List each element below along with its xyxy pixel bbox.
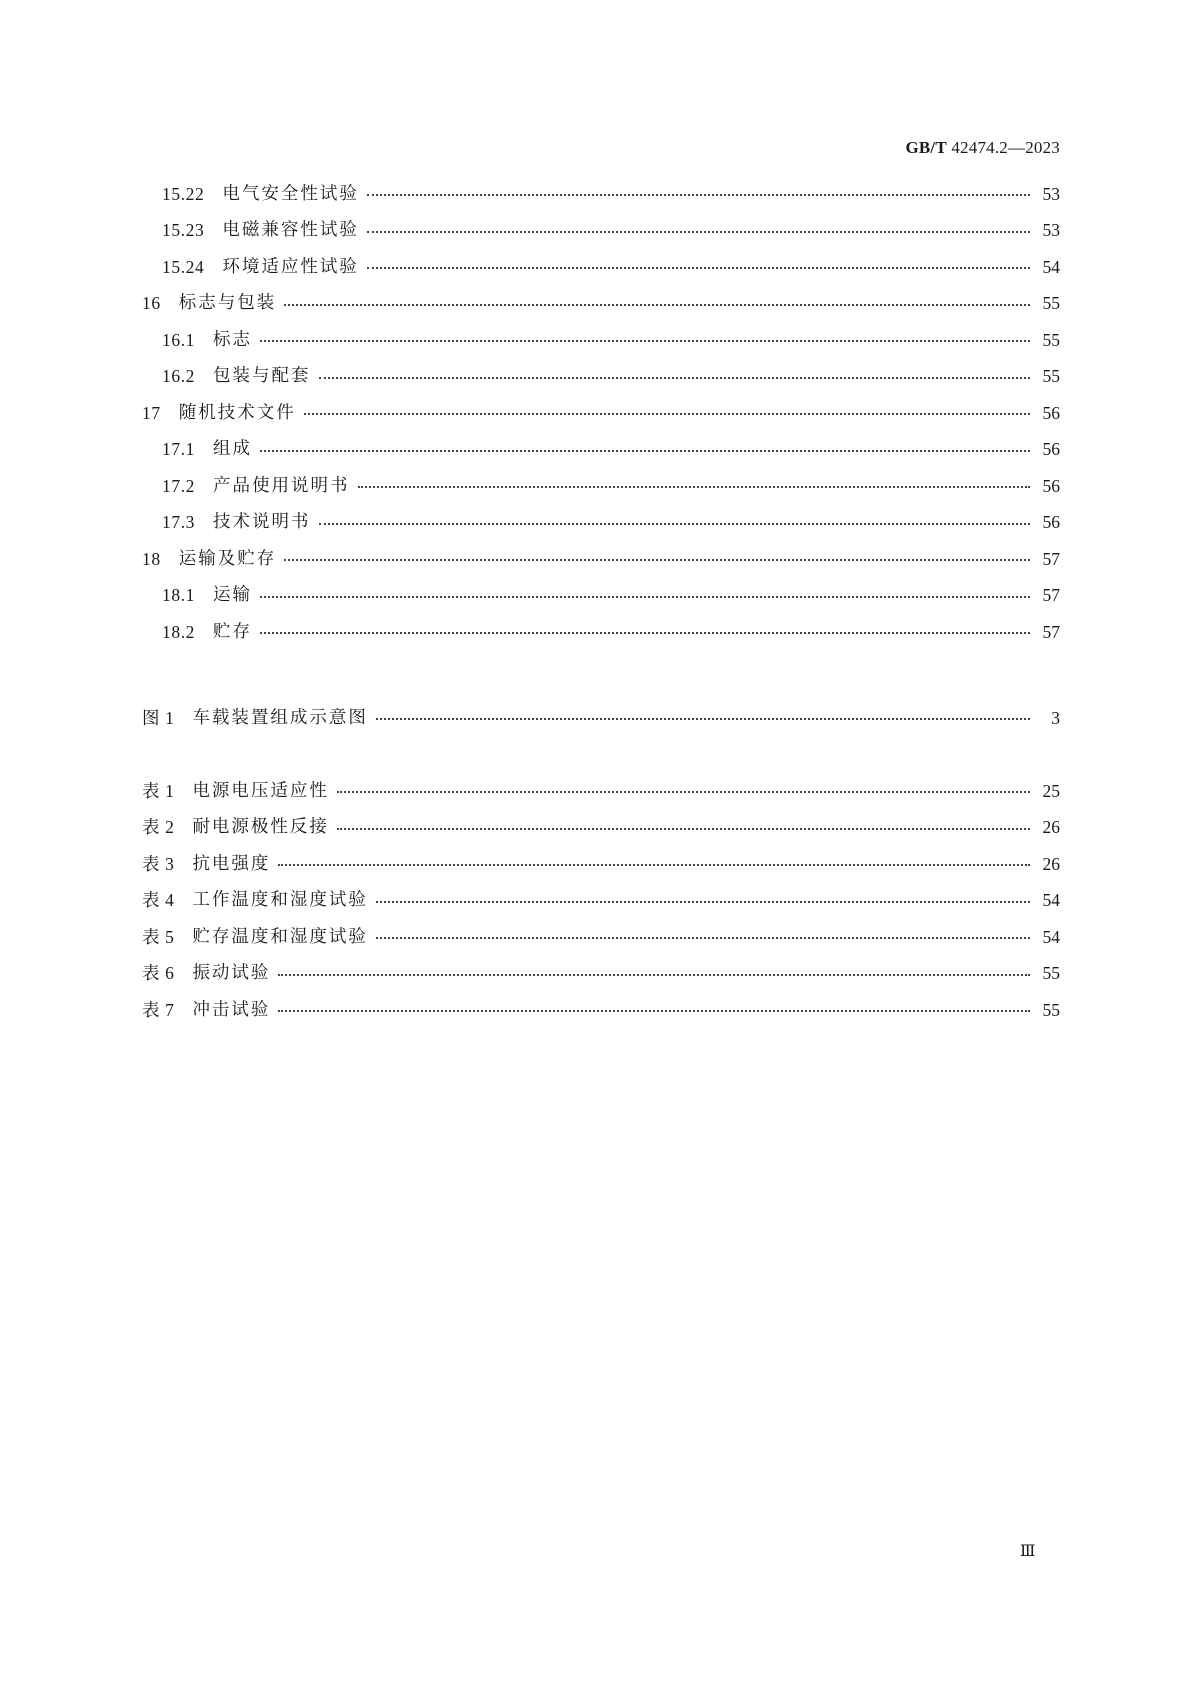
toc-table-number: 表 7 bbox=[142, 999, 175, 1020]
toc-entry-page: 55 bbox=[1042, 366, 1060, 386]
document-prefix: GB/T bbox=[905, 138, 947, 157]
toc-entry-title: 环境适应性试验 bbox=[222, 256, 359, 277]
toc-entry-number: 15.22 bbox=[162, 183, 205, 204]
toc-table-page: 26 bbox=[1042, 853, 1060, 874]
toc-leader-dots bbox=[367, 184, 1030, 204]
toc-entry-page: 57 bbox=[1042, 621, 1060, 642]
toc-table-title: 耐电源极性反接 bbox=[192, 817, 329, 837]
toc-table-number: 表 1 bbox=[142, 780, 175, 801]
toc-entry[interactable] bbox=[142, 505, 1060, 542]
toc-entry-page: 57 bbox=[1042, 548, 1060, 569]
toc-entry-title: 标志与包装 bbox=[178, 293, 277, 313]
toc-leader-dots bbox=[367, 257, 1030, 277]
toc-entry-title: 电磁兼容性试验 bbox=[222, 220, 359, 240]
toc-table-title: 工作温度和湿度试验 bbox=[192, 890, 368, 910]
toc-entry-title: 运输 bbox=[213, 585, 253, 605]
toc-leader-dots bbox=[260, 622, 1030, 642]
toc-table-number: 表 6 bbox=[142, 963, 175, 983]
toc-table-page: 25 bbox=[1042, 780, 1060, 801]
toc-leader-dots bbox=[284, 549, 1030, 569]
toc-entry[interactable] bbox=[142, 541, 1060, 578]
toc-entry-page: 53 bbox=[1042, 220, 1060, 240]
toc-leader-dots bbox=[337, 781, 1030, 801]
toc-entry[interactable] bbox=[142, 286, 1060, 323]
toc-entry-page: 56 bbox=[1042, 402, 1060, 423]
toc-leader-dots bbox=[367, 221, 1030, 241]
toc-sections bbox=[142, 176, 1060, 651]
toc-table-title: 电源电压适应性 bbox=[192, 780, 329, 801]
toc-table-entry[interactable] bbox=[142, 919, 1060, 956]
toc-table-page: 55 bbox=[1042, 999, 1060, 1020]
toc-figure-page: 3 bbox=[1051, 707, 1060, 728]
toc-entry[interactable] bbox=[142, 468, 1060, 505]
toc-leader-dots bbox=[376, 927, 1030, 947]
toc-entry[interactable] bbox=[142, 359, 1060, 396]
toc-entry-page: 54 bbox=[1042, 256, 1060, 277]
toc-leader-dots bbox=[260, 330, 1030, 350]
toc-entry-title: 组成 bbox=[213, 439, 253, 459]
toc-entry[interactable] bbox=[142, 249, 1060, 286]
toc-figure-title: 车载装置组成示意图 bbox=[192, 707, 368, 728]
toc-entry-number: 16 bbox=[142, 293, 161, 313]
toc-entry-title: 技术说明书 bbox=[213, 512, 311, 532]
toc-entry-page: 55 bbox=[1042, 293, 1060, 313]
toc-figure-entry[interactable] bbox=[142, 700, 1060, 737]
toc-table-page: 55 bbox=[1042, 963, 1060, 983]
page-number: Ⅲ bbox=[1020, 1543, 1036, 1560]
toc-entry-number: 16.1 bbox=[162, 329, 196, 350]
toc-entry-number: 17.2 bbox=[162, 475, 196, 496]
toc-table-entry[interactable] bbox=[142, 846, 1060, 883]
toc-entry[interactable] bbox=[142, 176, 1060, 213]
toc-table-title: 抗电强度 bbox=[192, 853, 271, 874]
toc-leader-dots bbox=[284, 294, 1030, 314]
toc-entry-number: 18.1 bbox=[162, 585, 196, 605]
toc-entry-title: 标志 bbox=[213, 329, 253, 350]
toc-table-number: 表 3 bbox=[142, 853, 175, 874]
toc-entry[interactable] bbox=[142, 432, 1060, 469]
toc-leader-dots bbox=[358, 476, 1030, 496]
toc-table-entry[interactable] bbox=[142, 883, 1060, 920]
toc-entry[interactable] bbox=[142, 322, 1060, 359]
toc-entry[interactable] bbox=[142, 213, 1060, 250]
document-number: 42474.2—2023 bbox=[951, 138, 1060, 157]
toc-entry-title: 包装与配套 bbox=[213, 366, 311, 386]
toc-table-entry[interactable] bbox=[142, 773, 1060, 810]
toc-table-entry[interactable] bbox=[142, 992, 1060, 1029]
toc-table-page: 26 bbox=[1042, 817, 1060, 837]
toc-leader-dots bbox=[337, 818, 1030, 838]
toc-table-entry[interactable] bbox=[142, 956, 1060, 993]
toc-entry-number: 16.2 bbox=[162, 366, 196, 386]
toc-entry-title: 产品使用说明书 bbox=[213, 475, 350, 496]
toc-leader-dots bbox=[319, 513, 1030, 533]
toc-table-page: 54 bbox=[1042, 926, 1060, 947]
toc-entry-title: 贮存 bbox=[213, 621, 253, 642]
toc-entry-number: 15.23 bbox=[162, 220, 205, 240]
toc-entry-number: 17.1 bbox=[162, 439, 196, 459]
toc-entry-number: 17 bbox=[142, 402, 161, 423]
toc-entry-title: 电气安全性试验 bbox=[222, 183, 359, 204]
toc-entry-page: 56 bbox=[1042, 512, 1060, 532]
toc-table-entry[interactable] bbox=[142, 810, 1060, 847]
toc-entry-title: 随机技术文件 bbox=[178, 402, 296, 423]
toc-leader-dots bbox=[376, 891, 1030, 911]
toc-leader-dots bbox=[278, 854, 1030, 874]
toc-entry-number: 18 bbox=[142, 548, 161, 569]
toc-leader-dots bbox=[319, 367, 1030, 387]
toc-table-number: 表 4 bbox=[142, 890, 175, 910]
toc-leader-dots bbox=[376, 708, 1030, 728]
toc-leader-dots bbox=[304, 403, 1030, 423]
toc-entry-number: 18.2 bbox=[162, 621, 196, 642]
toc-table-number: 表 5 bbox=[142, 926, 175, 947]
toc-table-page: 54 bbox=[1042, 890, 1060, 910]
toc-figure-number: 图 1 bbox=[142, 707, 175, 728]
toc-leader-dots bbox=[278, 964, 1030, 984]
toc-entry-title: 运输及贮存 bbox=[178, 548, 277, 569]
toc-entry-page: 56 bbox=[1042, 475, 1060, 496]
toc-table-title: 振动试验 bbox=[192, 963, 271, 983]
toc-entry-page: 56 bbox=[1042, 439, 1060, 459]
toc-table-title: 冲击试验 bbox=[192, 999, 271, 1020]
toc-entry-number: 17.3 bbox=[162, 512, 196, 532]
toc-entry-number: 15.24 bbox=[162, 256, 205, 277]
toc-entry[interactable] bbox=[142, 614, 1060, 651]
toc-entry[interactable] bbox=[142, 578, 1060, 615]
toc-table-number: 表 2 bbox=[142, 817, 175, 837]
toc-entry-page: 57 bbox=[1042, 585, 1060, 605]
toc-leader-dots bbox=[260, 440, 1030, 460]
toc-leader-dots bbox=[260, 586, 1030, 606]
toc-entry-page: 53 bbox=[1042, 183, 1060, 204]
toc-tables bbox=[142, 773, 1060, 1029]
toc-entry[interactable] bbox=[142, 395, 1060, 432]
toc-entry-page: 55 bbox=[1042, 329, 1060, 350]
toc-figures bbox=[142, 700, 1060, 737]
toc-leader-dots bbox=[278, 1000, 1030, 1020]
toc-table-title: 贮存温度和湿度试验 bbox=[192, 926, 368, 947]
document-id bbox=[905, 138, 1060, 158]
